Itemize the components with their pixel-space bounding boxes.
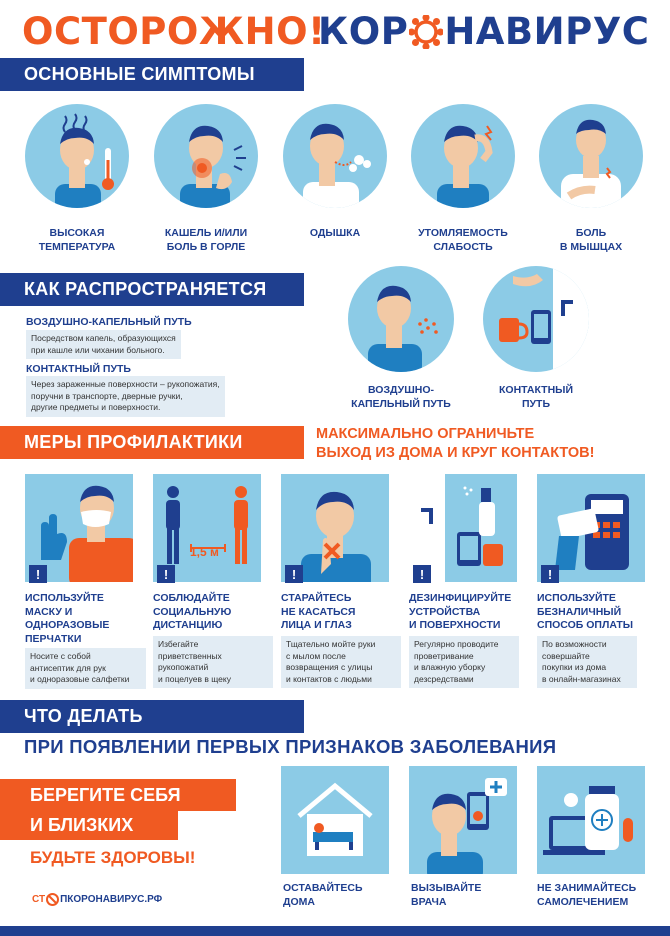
symptom-shortness-breath-illustration [283, 104, 387, 208]
prevention-mask-note: Носите с собой антисептик для рук и одноразовые салфетки [25, 648, 146, 689]
no-self-medication-label: НЕ ЗАНИМАЙТЕСЬ САМОЛЕЧЕНИЕМ [537, 882, 637, 908]
symptoms-section-bar [0, 58, 304, 91]
airborne-label: ВОЗДУШНО- КАПЕЛЬНЫЙ ПУТЬ [351, 384, 451, 410]
title-coronavirus [318, 10, 649, 53]
spread-title: КАК РАСПРОСТРАНЯЕТСЯ [24, 279, 267, 299]
stay-home-illustration [281, 766, 389, 874]
footer-strip [0, 926, 670, 936]
warning-icon: ! [413, 565, 431, 583]
prevention-slogan: МАКСИМАЛЬНО ОГРАНИЧЬТЕ ВЫХОД ИЗ ДОМА И КРУГ КОНТАКТОВ! [316, 426, 595, 461]
stop-virus-icon [46, 893, 59, 906]
airborne-illustration [348, 266, 454, 372]
prevention-disinfect-note: Регулярно проводите проветривание и влажную уборку дезсредствами [409, 636, 519, 688]
call-doctor-label: ВЫЗЫВАЙТЕ ВРАЧА [411, 882, 482, 908]
contact-illustration [483, 266, 589, 372]
symptom-label-fatigue: УТОМЛЯЕМОСТЬ СЛАБОСТЬ [418, 227, 508, 253]
stay-home-label: ОСТАВАЙТЕСЬ ДОМА [283, 882, 363, 908]
be-healthy-text: БУДЬТЕ ЗДОРОВЫ! [30, 848, 196, 867]
prevention-cashless-heading: ИСПОЛЬЗУЙТЕ БЕЗНАЛИЧНЫЙ СПОСОБ ОПЛАТЫ [537, 592, 634, 631]
prevention-disinfect-heading: ДЕЗИНФИЦИРУЙТЕ УСТРОЙСТВА И ПОВЕРХНОСТИ [409, 592, 512, 631]
symptom-fatigue-illustration [411, 104, 515, 208]
website-prefix: СТ [32, 894, 46, 905]
todo-section-bar [0, 700, 304, 733]
symptom-label-muscle: БОЛЬ В МЫШЦАХ [559, 227, 623, 253]
symptom-label-cough: КАШЕЛЬ И/ИЛИ БОЛЬ В ГОРЛЕ [164, 227, 248, 253]
symptom-cough-illustration [154, 104, 258, 208]
symptoms-title: ОСНОВНЫЕ СИМПТОМЫ [24, 64, 255, 84]
todo-title: ЧТО ДЕЛАТЬ [24, 706, 143, 726]
distance-value: 1,5 м [190, 545, 219, 559]
contact-description: Через зараженные поверхности – рукопожатия, поручни в транспорте, дверные ручки, другие предметы и поверхности. [26, 376, 225, 417]
prevention-distance-note: Избегайте приветственных рукопожатий и поцелуев в щеку [153, 636, 273, 688]
prevention-face-heading: СТАРАЙТЕСЬ НЕ КАСАТЬСЯ ЛИЦА И ГЛАЗ [281, 592, 356, 631]
warning-icon: ! [541, 565, 559, 583]
care-banner-line2: И БЛИЗКИХ [0, 810, 178, 840]
call-doctor-illustration [409, 766, 517, 874]
care-banner-line1: БЕРЕГИТЕ СЕБЯ [0, 779, 236, 811]
website-suffix: ПКОРОНАВИРУС.РФ [60, 894, 163, 905]
prevention-distance-heading: СОБЛЮДАЙТЕ СОЦИАЛЬНУЮ ДИСТАНЦИЮ [153, 592, 232, 631]
symptom-label-breath: ОДЫШКА [309, 227, 361, 239]
prevention-mask-heading: ИСПОЛЬЗУЙТЕ МАСКУ И ОДНОРАЗОВЫЕ ПЕРЧАТКИ [25, 592, 110, 645]
spread-section-bar [0, 273, 304, 306]
prevention-face-note: Тщательно мойте руки с мылом после возвращения с улицы и контактов с людьми [281, 636, 401, 688]
todo-subtitle: ПРИ ПОЯВЛЕНИИ ПЕРВЫХ ПРИЗНАКОВ ЗАБОЛЕВАНИЯ [24, 736, 557, 757]
virus-icon [409, 15, 443, 49]
no-self-medication-illustration [537, 766, 645, 874]
title-corona-part2: НАВИРУС [444, 10, 650, 53]
symptom-fever-illustration [25, 104, 129, 208]
warning-icon: ! [29, 565, 47, 583]
title-warning: ОСТОРОЖНО! [22, 10, 326, 53]
prevention-section-bar [0, 426, 304, 459]
prevention-title: МЕРЫ ПРОФИЛАКТИКИ [24, 432, 243, 452]
website-link[interactable] [32, 893, 162, 906]
airborne-heading: ВОЗДУШНО-КАПЕЛЬНЫЙ ПУТЬ [26, 316, 192, 328]
prevention-cashless-note: По возможности совершайте покупки из дома в онлайн-магазинах [537, 636, 637, 688]
contact-label: КОНТАКТНЫЙ ПУТЬ [499, 384, 573, 410]
symptom-label-fever: ВЫСОКАЯ ТЕМПЕРАТУРА [38, 227, 116, 253]
title-corona-part1: КОР [318, 10, 409, 53]
symptom-muscle-pain-illustration [539, 104, 643, 208]
airborne-description: Посредством капель, образующихся при кашле или чихании больного. [26, 330, 181, 359]
warning-icon: ! [285, 565, 303, 583]
contact-heading: КОНТАКТНЫЙ ПУТЬ [26, 363, 131, 375]
warning-icon: ! [157, 565, 175, 583]
